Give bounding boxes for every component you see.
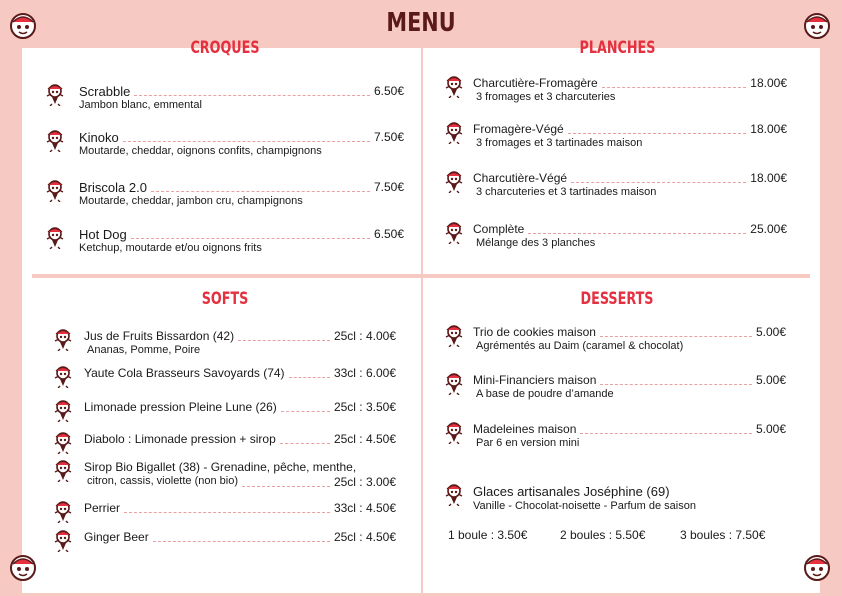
- leader-line: [600, 336, 752, 337]
- mascot-icon: [443, 420, 465, 444]
- leader-line: [123, 141, 370, 142]
- item-price: 6.50€: [373, 84, 404, 98]
- mascot-icon: [443, 371, 465, 395]
- item-price: 18.00€: [750, 76, 787, 90]
- leader-line: [528, 233, 746, 234]
- mascot-corner-icon: [802, 10, 832, 40]
- section-title-desserts: DESSERTS: [580, 289, 654, 309]
- leader-line: [568, 133, 747, 134]
- glaces-description: Vanille - Chocolat-noisette - Parfum de saison: [473, 500, 696, 512]
- leader-line: [153, 541, 330, 542]
- leader-line: [289, 377, 330, 378]
- item-price: 18.00€: [750, 171, 787, 185]
- item-name: Limonade pression Pleine Lune (26): [84, 400, 277, 414]
- leader-line: [242, 486, 330, 487]
- item-name: Madeleines maison: [473, 422, 577, 436]
- leader-line: [238, 340, 330, 341]
- mascot-icon: [52, 327, 74, 351]
- row-divider: [32, 274, 810, 278]
- item-description: 3 fromages et 3 tartinades maison: [476, 137, 643, 149]
- leader-line: [602, 87, 747, 88]
- item-description: 3 charcuteries et 3 tartinades maison: [476, 186, 657, 198]
- item-description: Moutarde, cheddar, jambon cru, champignons: [79, 195, 303, 207]
- item-name: Scrabble: [79, 84, 131, 99]
- mascot-icon: [44, 82, 66, 106]
- item-price: 18.00€: [750, 122, 787, 136]
- leader-line: [151, 191, 370, 192]
- mascot-icon: [52, 458, 74, 482]
- mascot-icon: [443, 120, 465, 144]
- leader-line: [600, 384, 752, 385]
- mascot-icon: [443, 482, 465, 506]
- section-title-softs: SOFTS: [201, 289, 249, 309]
- leader-line: [281, 411, 330, 412]
- item-name: Fromagère-Végé: [473, 122, 564, 136]
- item-price: 25cl : 4.00€: [333, 329, 396, 343]
- item-name: Ginger Beer: [84, 530, 149, 544]
- item-price: 7.50€: [373, 130, 404, 144]
- item-name: Hot Dog: [79, 227, 127, 242]
- item-price: 5.00€: [755, 422, 786, 436]
- leader-line: [571, 182, 746, 183]
- item-name: Complète: [473, 222, 525, 236]
- item-description: Moutarde, cheddar, oignons confits, champignons: [79, 145, 322, 157]
- item-description: citron, cassis, violette (non bio): [87, 475, 239, 487]
- glaces-name: Glaces artisanales Joséphine (69): [473, 484, 670, 499]
- item-name: Charcutière-Végé: [473, 171, 568, 185]
- mascot-icon: [52, 398, 74, 422]
- mascot-icon: [44, 225, 66, 249]
- item-name: Yaute Cola Brasseurs Savoyards (74): [84, 366, 285, 380]
- item-description: Ketchup, moutarde et/ou oignons frits: [79, 242, 262, 254]
- item-name: Mini-Financiers maison: [473, 373, 597, 387]
- mascot-icon: [52, 499, 74, 523]
- item-description: 3 fromages et 3 charcuteries: [476, 91, 616, 103]
- leader-line: [580, 433, 752, 434]
- mascot-icon: [443, 220, 465, 244]
- mascot-corner-icon: [802, 552, 832, 582]
- section-title-planches: PLANCHES: [579, 38, 656, 58]
- item-name: Briscola 2.0: [79, 180, 147, 195]
- mascot-icon: [44, 178, 66, 202]
- mascot-corner-icon: [8, 552, 38, 582]
- item-description: Agrémentés au Daim (caramel & chocolat): [476, 340, 684, 352]
- mascot-icon: [443, 169, 465, 193]
- item-name: Diabolo : Limonade pression + sirop: [84, 432, 276, 446]
- item-description: Jambon blanc, emmental: [79, 99, 202, 111]
- mascot-icon: [443, 323, 465, 347]
- item-price: 6.50€: [373, 227, 404, 241]
- section-title-croques: CROQUES: [190, 38, 260, 58]
- item-price: 33cl : 4.50€: [333, 501, 396, 515]
- item-price: 25cl : 4.50€: [333, 432, 396, 446]
- leader-line: [280, 443, 330, 444]
- mascot-icon: [52, 430, 74, 454]
- glaces-price: 2 boules : 5.50€: [560, 528, 646, 542]
- item-name: Charcutière-Fromagère: [473, 76, 598, 90]
- item-name: Trio de cookies maison: [473, 325, 596, 339]
- glaces-price: 3 boules : 7.50€: [680, 528, 766, 542]
- item-description: A base de poudre d’amande: [476, 388, 614, 400]
- leader-line: [124, 512, 330, 513]
- item-name: Perrier: [84, 501, 121, 515]
- mascot-icon: [52, 528, 74, 552]
- item-price: 33cl : 6.00€: [333, 366, 396, 380]
- item-price: 5.00€: [755, 373, 786, 387]
- mascot-icon: [52, 364, 74, 388]
- item-price: 25.00€: [750, 222, 787, 236]
- item-name: Jus de Fruits Bissardon (42): [84, 329, 235, 343]
- item-name: Sirop Bio Bigallet (38) - Grenadine, pêche, menthe,: [84, 460, 357, 474]
- item-price: 5.00€: [755, 325, 786, 339]
- column-divider: [421, 48, 423, 593]
- item-name: Kinoko: [79, 130, 119, 145]
- item-description: Mélange des 3 planches: [476, 237, 596, 249]
- item-price: 25cl : 4.50€: [333, 530, 396, 544]
- mascot-corner-icon: [8, 10, 38, 40]
- leader-line: [131, 238, 370, 239]
- page-title: MENU: [386, 8, 456, 38]
- glaces-price: 1 boule : 3.50€: [448, 528, 528, 542]
- item-price: 25cl : 3.00€: [333, 475, 396, 489]
- mascot-icon: [443, 74, 465, 98]
- item-price: 25cl : 3.50€: [333, 400, 396, 414]
- item-description: Ananas, Pomme, Poire: [87, 344, 201, 356]
- mascot-icon: [44, 128, 66, 152]
- item-description: Par 6 en version mini: [476, 437, 580, 449]
- leader-line: [134, 95, 370, 96]
- item-price: 7.50€: [373, 180, 404, 194]
